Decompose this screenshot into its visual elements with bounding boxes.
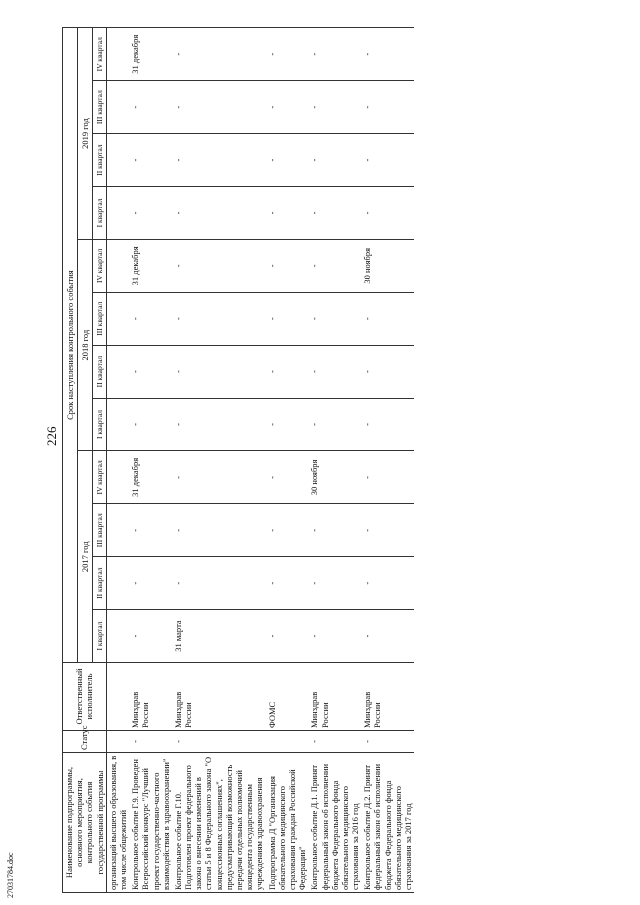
deadline-cell: - [266, 239, 309, 292]
event-responsible: Минздрав России [129, 663, 172, 731]
event-responsible [106, 663, 129, 731]
deadline-cell: - [266, 504, 309, 557]
deadline-cell: - [172, 504, 266, 557]
deadline-cell: - [129, 398, 172, 451]
deadline-cell: - [172, 345, 266, 398]
table-row [172, 28, 266, 893]
deadline-cell: - [308, 345, 361, 398]
table-row [361, 28, 414, 893]
header-quarter: III квартал [93, 504, 107, 557]
deadline-cell: 30 ноября [361, 239, 414, 292]
deadline-cell: - [308, 28, 361, 81]
deadline-cell: - [361, 134, 414, 187]
deadline-cell: - [361, 81, 414, 134]
header-quarter: II квартал [93, 557, 107, 610]
deadline-cell: - [172, 81, 266, 134]
deadline-cell: 31 декабря [129, 451, 172, 504]
header-quarter: I квартал [93, 186, 107, 239]
header-quarter: II квартал [93, 345, 107, 398]
event-responsible: Минздрав России [308, 663, 361, 731]
deadline-cell: - [172, 28, 266, 81]
header-quarter: III квартал [93, 81, 107, 134]
event-status [266, 731, 309, 753]
header-year-2019: 2019 год [78, 28, 93, 240]
deadline-cell: 31 декабря [129, 28, 172, 81]
deadline-cell [106, 557, 129, 610]
deadline-cell: - [308, 557, 361, 610]
header-responsible: Ответственный исполнитель [63, 663, 107, 731]
deadline-cell [106, 28, 129, 81]
table-row [308, 28, 361, 893]
event-status: - [308, 731, 361, 753]
deadline-cell [106, 239, 129, 292]
deadline-cell [106, 504, 129, 557]
deadline-cell: - [129, 345, 172, 398]
table-row [129, 28, 172, 893]
deadline-cell [106, 81, 129, 134]
header-year-2017: 2017 год [78, 451, 93, 663]
event-name: Контрольное событие Д.1. Принят федеральный закон об исполнении бюджета Федерального фонда обязательного медицинского страхования за 2016 год [308, 753, 361, 893]
table-row [106, 28, 129, 893]
deadline-cell: - [361, 292, 414, 345]
deadline-cell: - [308, 292, 361, 345]
deadline-cell [106, 292, 129, 345]
deadline-cell: - [361, 345, 414, 398]
header-name: Наименование подпрограммы, основного мероприятия, контрольного события государственной программы [63, 753, 107, 893]
deadline-cell: - [172, 186, 266, 239]
deadline-cell: - [266, 557, 309, 610]
deadline-cell: - [308, 134, 361, 187]
event-responsible: Минздрав России [172, 663, 266, 731]
deadline-cell: - [172, 398, 266, 451]
event-responsible: ФОМС [266, 663, 309, 731]
header-quarter: IV квартал [93, 239, 107, 292]
event-responsible: Минздрав России [361, 663, 414, 731]
deadline-cell: - [172, 239, 266, 292]
deadline-cell: 31 декабря [129, 239, 172, 292]
header-quarter: IV квартал [93, 451, 107, 504]
header-quarter: IV квартал [93, 28, 107, 81]
deadline-cell: - [361, 451, 414, 504]
deadline-cell: 31 марта [172, 610, 266, 663]
header-quarter: III квартал [93, 292, 107, 345]
event-name: Контрольное событие Г.9. Проведен Всероссийский конкурс "Лучший проект государственно-частного взаимодействия в здравоохранении" [129, 753, 172, 893]
deadline-cell: - [308, 398, 361, 451]
deadline-cell: - [172, 451, 266, 504]
deadline-cell: - [172, 292, 266, 345]
deadline-cell [106, 134, 129, 187]
page-number: 226 [44, 426, 59, 446]
event-name: Подпрограмма Д "Организация обязательного медицинского страхования граждан Российской Федерации" [266, 753, 309, 893]
deadline-cell [106, 610, 129, 663]
deadline-cell: - [129, 292, 172, 345]
deadline-cell [106, 186, 129, 239]
event-name: Контрольное событие Г.10. Подготовлен проект федерального закона о внесении изменений в статьи 5 и 8 Федерального закона "О концессионных соглашениях", предусматривающий возможность передачи отдельных полномочий концедента государственным учреждениям здравоохранения [172, 753, 266, 893]
deadline-cell: - [266, 451, 309, 504]
event-status [106, 731, 129, 753]
table-row [266, 28, 309, 893]
deadline-cell: - [172, 134, 266, 187]
event-name: организаций высшего образования, в том числе общежитий [106, 753, 129, 893]
header-quarter: I квартал [93, 398, 107, 451]
deadline-cell: - [129, 186, 172, 239]
deadline-cell [106, 345, 129, 398]
deadline-cell: - [361, 398, 414, 451]
deadline-cell [106, 451, 129, 504]
deadline-cell: - [308, 610, 361, 663]
deadline-cell: - [266, 345, 309, 398]
deadline-cell: - [266, 610, 309, 663]
deadline-cell: - [361, 28, 414, 81]
deadline-cell: - [308, 239, 361, 292]
deadline-cell: - [172, 557, 266, 610]
event-status: - [361, 731, 414, 753]
deadline-cell: - [129, 81, 172, 134]
deadline-cell: - [308, 186, 361, 239]
deadline-cell: - [129, 557, 172, 610]
deadline-cell: - [266, 81, 309, 134]
event-status: - [172, 731, 266, 753]
footer-filename: 27031784.doc [6, 852, 15, 898]
header-year-2018: 2018 год [78, 239, 93, 451]
deadline-cell: - [361, 557, 414, 610]
deadline-cell: - [361, 186, 414, 239]
rotated-table-sheet [62, 28, 487, 893]
deadline-cell: - [129, 504, 172, 557]
header-quarter: I квартал [93, 610, 107, 663]
deadline-cell: - [266, 28, 309, 81]
deadline-cell: - [361, 504, 414, 557]
deadline-cell: - [308, 81, 361, 134]
deadline-cell: - [266, 398, 309, 451]
event-name: Контрольное событие Д.2. Принят федеральный закон об исполнении бюджета Федерального фонда обязательного медицинского страхования за 2017 год [361, 753, 414, 893]
header-quarter: II квартал [93, 134, 107, 187]
deadline-cell: - [361, 610, 414, 663]
deadline-cell: - [129, 610, 172, 663]
header-deadline: Срок наступления контрольного события [63, 28, 78, 663]
deadline-cell: - [266, 186, 309, 239]
deadline-cell: - [266, 134, 309, 187]
control-events-table [62, 27, 414, 893]
deadline-cell: 30 ноября [308, 451, 361, 504]
deadline-cell: - [129, 134, 172, 187]
deadline-cell [106, 398, 129, 451]
deadline-cell: - [308, 504, 361, 557]
deadline-cell: - [266, 292, 309, 345]
event-status: - [129, 731, 172, 753]
header-status: Статус [63, 731, 107, 753]
